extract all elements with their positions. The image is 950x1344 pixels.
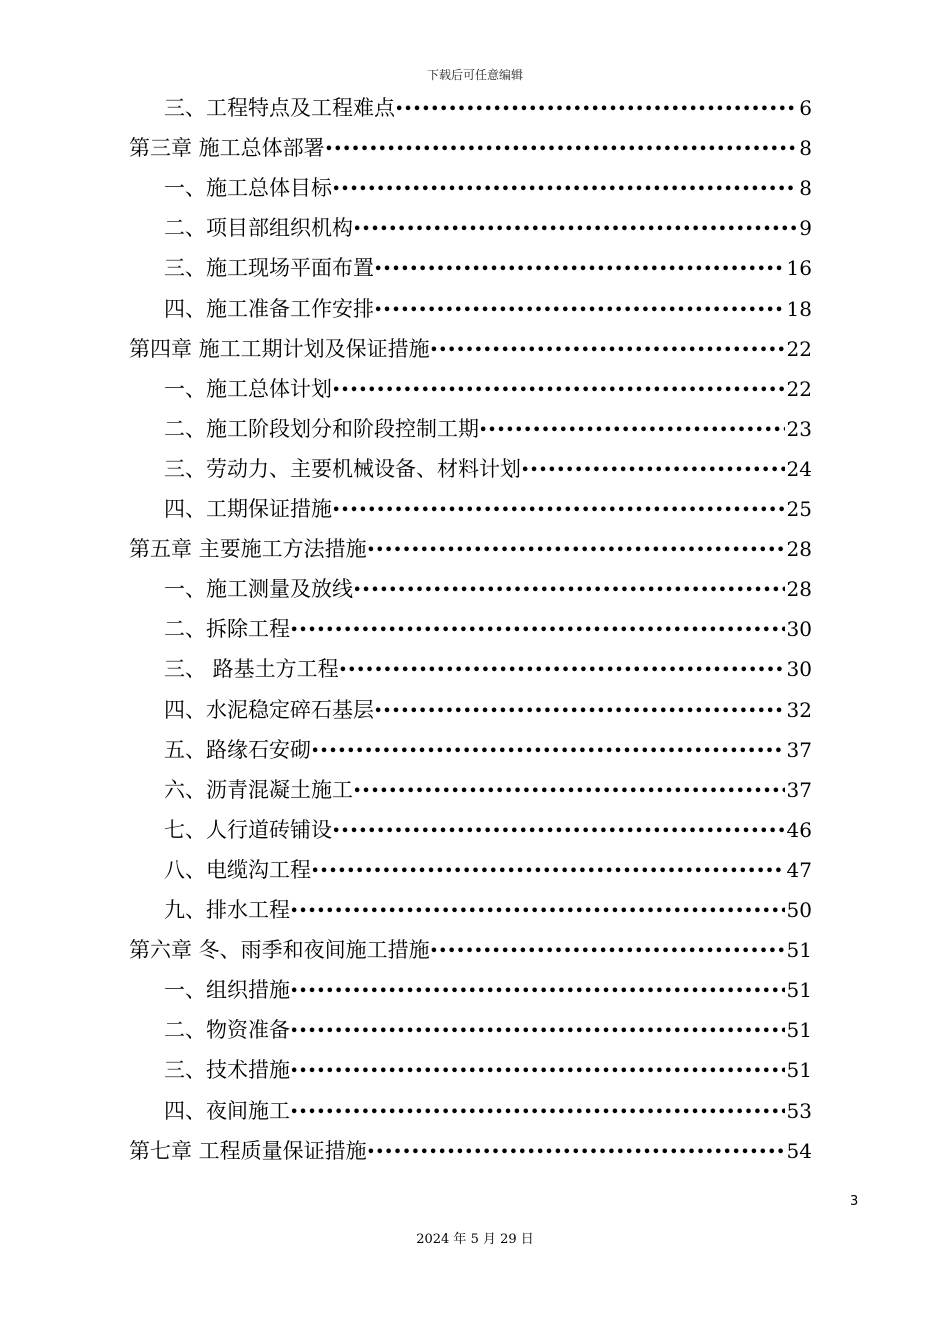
toc-section-entry[interactable]: [164, 730, 812, 770]
toc-dot-leader: [332, 367, 785, 411]
toc-entry-title: 三、 路基土方工程: [164, 657, 339, 682]
toc-dot-leader: [374, 287, 785, 331]
toc-entry-page: 37: [786, 777, 812, 802]
toc-dot-leader: [290, 1048, 785, 1092]
toc-entry-title: 一、施工测量及放线: [164, 577, 353, 602]
toc-dot-leader: [325, 126, 798, 170]
toc-entry-page: 25: [786, 497, 812, 521]
toc-entry-page: 22: [786, 376, 812, 401]
toc-dot-leader: [311, 728, 785, 772]
toc-section-entry[interactable]: [164, 289, 812, 329]
toc-entry-page: 50: [786, 898, 812, 922]
toc-dot-leader: [339, 647, 785, 691]
toc-section-entry[interactable]: [164, 369, 812, 409]
toc-entry-page: 8: [799, 176, 812, 201]
toc-entry-title: 四、水泥稳定碎石基层: [164, 697, 374, 722]
toc-entry-page: 51: [786, 938, 812, 963]
toc-entry-page: 30: [786, 657, 812, 682]
toc-dot-leader: [374, 688, 785, 732]
toc-dot-leader: [367, 1129, 785, 1173]
toc-entry-page: 24: [786, 456, 812, 481]
toc-entry-page: 32: [786, 697, 812, 722]
toc-section-entry[interactable]: [164, 890, 812, 930]
toc-dot-leader: [521, 447, 785, 491]
toc-section-entry[interactable]: [164, 248, 812, 288]
page-header: 下载后可任意编辑: [426, 68, 523, 82]
toc-entry-page: 53: [786, 1098, 812, 1123]
toc-dot-leader: [353, 768, 785, 812]
toc-entry-page: 51: [786, 1018, 812, 1043]
toc-entry-page: 37: [786, 737, 812, 762]
toc-entry-page: 22: [786, 336, 812, 361]
toc-dot-leader: [395, 86, 797, 130]
toc-dot-leader: [290, 1089, 785, 1133]
toc-entry-title: 四、施工准备工作安排: [164, 296, 374, 321]
toc-entry-title: 三、施工现场平面布置: [164, 256, 374, 281]
toc-entry-title: 二、拆除工程: [164, 617, 290, 642]
toc-entry-title: 一、组织措施: [164, 978, 290, 1003]
toc-section-entry[interactable]: [164, 168, 812, 208]
toc-section-entry[interactable]: [164, 88, 812, 128]
toc-entry-title: 二、物资准备: [164, 1018, 290, 1043]
toc-entry-page: 51: [786, 978, 812, 1003]
toc-section-entry[interactable]: [164, 1010, 812, 1050]
toc-section-entry[interactable]: [164, 569, 812, 609]
toc-dot-leader: [353, 567, 785, 611]
toc-entry-title: 六、沥青混凝土施工: [164, 777, 353, 802]
toc-entry-title: 二、施工阶段划分和阶段控制工期: [164, 416, 479, 441]
toc-entry-title: 一、施工总体目标: [164, 176, 332, 201]
toc-entry-title: 二、项目部组织机构: [164, 216, 353, 241]
toc-entry-title: 三、技术措施: [164, 1058, 290, 1083]
toc-section-entry[interactable]: [164, 770, 812, 810]
toc-entry-title: 五、路缘石安砌: [164, 737, 311, 762]
toc-entry-title: 一、施工总体计划: [164, 376, 332, 401]
toc-entry-page: 16: [786, 256, 812, 281]
toc-entry-page: 46: [786, 817, 812, 842]
toc-entry-title: 七、人行道砖铺设: [164, 817, 332, 842]
footer-date: 2024 年 5 月 29 日: [416, 1232, 534, 1247]
toc-dot-leader: [332, 808, 785, 852]
toc-entry-title: 第五章 主要施工方法措施: [129, 537, 367, 562]
toc-entry-title: 四、夜间施工: [164, 1098, 290, 1123]
toc-entry-title: 三、工程特点及工程难点: [164, 96, 395, 120]
toc-dot-leader: [367, 527, 785, 571]
toc-section-entry[interactable]: [164, 970, 812, 1010]
toc-section-entry[interactable]: [164, 1050, 812, 1090]
toc-entry-title: 八、电缆沟工程: [164, 857, 311, 882]
toc-section-entry[interactable]: [164, 609, 812, 649]
toc-chapter-entry[interactable]: [129, 529, 812, 569]
toc-dot-leader: [430, 928, 785, 972]
toc-entry-page: 9: [799, 216, 812, 241]
toc-entry-title: 第七章 工程质量保证措施: [129, 1138, 367, 1163]
toc-section-entry[interactable]: [164, 409, 812, 449]
toc-section-entry[interactable]: [164, 1091, 812, 1131]
toc-chapter-entry[interactable]: [129, 1131, 812, 1171]
toc-dot-leader: [290, 968, 785, 1012]
toc-chapter-entry[interactable]: [129, 930, 812, 970]
toc-section-entry[interactable]: [164, 810, 812, 850]
toc-entry-title: 三、劳动力、主要机械设备、材料计划: [164, 456, 521, 481]
toc-entry-page: 51: [786, 1058, 812, 1083]
toc-dot-leader: [332, 487, 785, 531]
toc-section-entry[interactable]: [164, 489, 812, 529]
toc-chapter-entry[interactable]: [129, 128, 812, 168]
toc-dot-leader: [311, 848, 785, 892]
toc-section-entry[interactable]: [164, 449, 812, 489]
toc-entry-page: 6: [799, 96, 812, 120]
toc-dot-leader: [290, 607, 785, 651]
toc-dot-leader: [290, 1008, 785, 1052]
toc-section-entry[interactable]: [164, 649, 812, 689]
toc-section-entry[interactable]: [164, 208, 812, 248]
toc-dot-leader: [353, 206, 797, 250]
toc-entry-title: 第四章 施工工期计划及保证措施: [129, 336, 430, 361]
toc-entry-title: 九、排水工程: [164, 898, 290, 922]
page-number: 3: [850, 1194, 859, 1209]
toc-entry-page: 47: [786, 857, 812, 882]
toc-dot-leader: [374, 246, 785, 290]
toc-entry-page: 30: [786, 617, 812, 642]
toc-entry-title: 四、工期保证措施: [164, 497, 332, 521]
toc-entry-page: 23: [786, 416, 812, 441]
toc-entry-page: 54: [786, 1138, 812, 1163]
toc-dot-leader: [430, 327, 785, 371]
toc-dot-leader: [290, 888, 785, 932]
toc-dot-leader: [479, 407, 785, 451]
toc-entry-page: 28: [786, 577, 812, 602]
toc-chapter-entry[interactable]: [129, 329, 812, 369]
toc-section-entry[interactable]: [164, 690, 812, 730]
toc-entry-page: 28: [786, 537, 812, 562]
toc-entry-page: 8: [799, 136, 812, 161]
toc-dot-leader: [332, 166, 797, 210]
toc-entry-page: 18: [786, 296, 812, 321]
toc-section-entry[interactable]: [164, 850, 812, 890]
toc-entry-title: 第三章 施工总体部署: [129, 136, 325, 161]
toc-entry-title: 第六章 冬、雨季和夜间施工措施: [129, 938, 430, 963]
